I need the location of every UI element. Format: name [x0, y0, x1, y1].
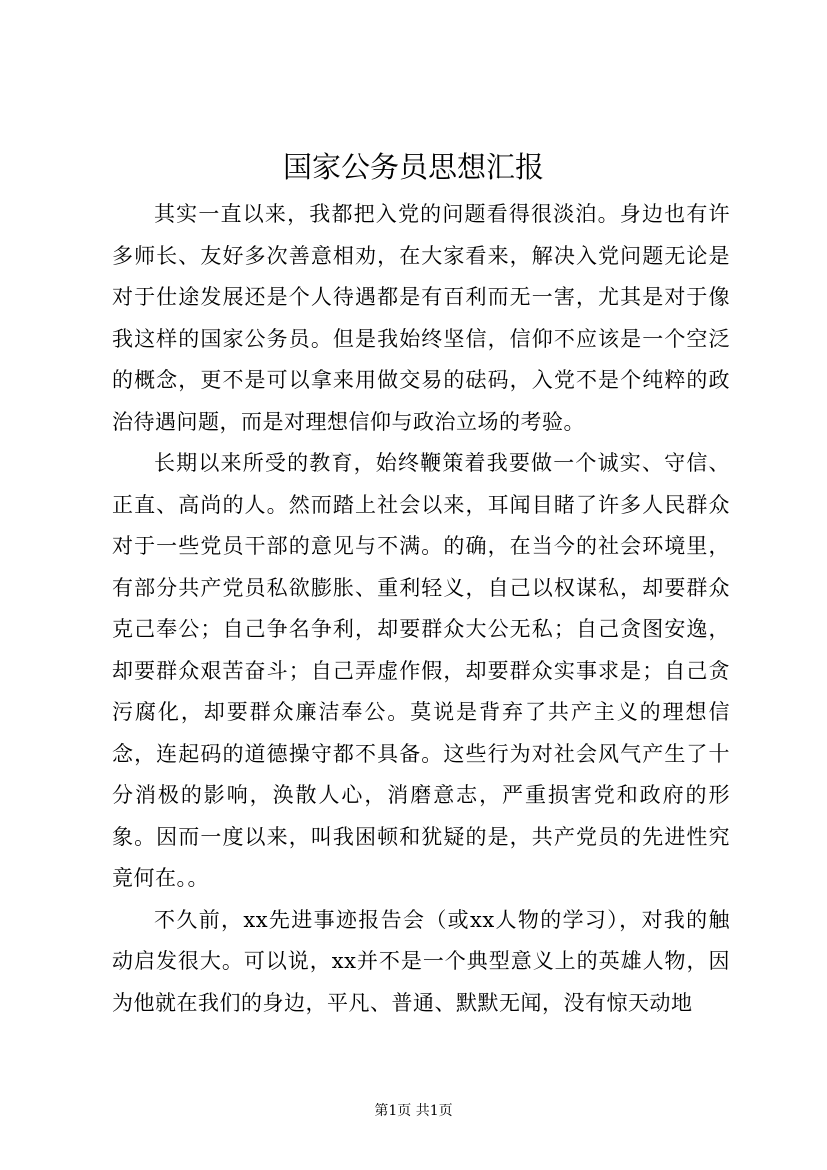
paragraph-1: 其实一直以来，我都把入党的问题看得很淡泊。身边也有许多师长、友好多次善意相劝，在大家看来，解决入党问题无论是对于仕途发展还是个人待遇都是有百利而无一害，尤其是对于像我这样的国家公务员。但是我始终坚信，信仰不应该是一个空泛的概念，更不是可以拿来用做交易的砝码，入党不是个纯粹的政治待遇问题，而是对理想信仰与政治立场的考验。: [112, 202, 730, 434]
document-body: [112, 194, 730, 1024]
paragraph-3: 不久前，xx先进事迹报告会（或xx人物的学习），对我的触动启发很大。可以说，xx并不是一个典型意义上的英雄人物，因为他就在我们的身边，平凡、普通、默默无闻，没有惊天动地: [112, 907, 730, 1015]
document-title: 国家公务员思想汇报: [282, 150, 544, 184]
paragraph-2: 长期以来所受的教育，始终鞭策着我要做一个诚实、守信、正直、高尚的人。然而踏上社会以来，耳闻目睹了许多人民群众对于一些党员干部的意见与不满。的确，在当今的社会环境里，有部分共产党员私欲膨胀、重利轻义，自己以权谋私，却要群众克己奉公；自己争名争利，却要群众大公无私；自己贪图安逸，却要群众艰苦奋斗；自己弄虚作假，却要群众实事求是；自己贪污腐化，却要群众廉洁奉公。莫说是背弃了共产主义的理想信念，连起码的道德操守都不具备。这些行为对社会风气产生了十分消极的影响，涣散人心，消磨意志，严重损害党和政府的形象。因而一度以来，叫我困顿和犹疑的是，共产党员的先进性究竟何在。。: [112, 451, 730, 890]
page-number-footer: 第1页 共1页: [374, 1103, 453, 1119]
